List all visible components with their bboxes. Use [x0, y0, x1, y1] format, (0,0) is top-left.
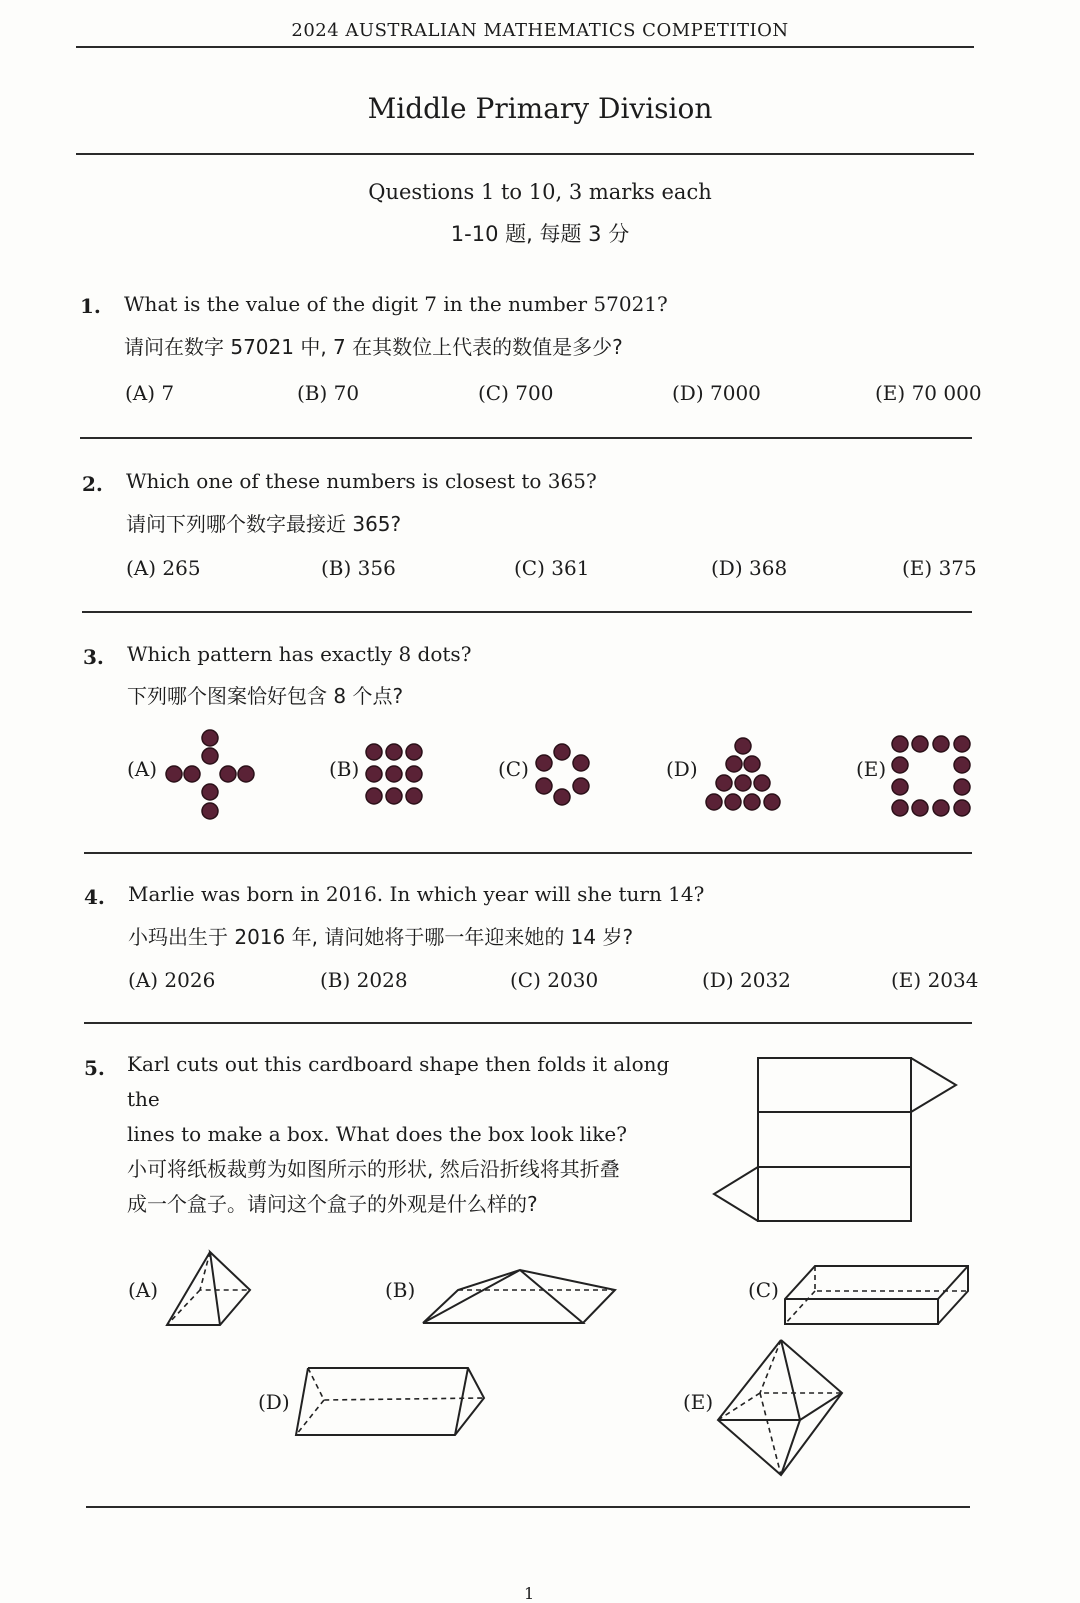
option-a[interactable]: (A): [128, 1278, 159, 1302]
competition-header: 2024 AUSTRALIAN MATHEMATICS COMPETITION: [291, 20, 789, 41]
option-a[interactable]: (A): [127, 757, 158, 781]
question-number: 1.: [80, 294, 101, 318]
question-text: Marlie was born in 2016. In which year will she turn 14?: [128, 882, 705, 906]
question-text: Which pattern has exactly 8 dots?: [127, 642, 472, 666]
question-text: Which one of these numbers is closest to 365?: [126, 469, 597, 493]
option-b[interactable]: (B) 70: [297, 381, 360, 405]
question-text-cn: 请问下列哪个数字最接近 365?: [126, 512, 402, 536]
question-number: 4.: [84, 885, 105, 909]
option-e[interactable]: (E): [856, 757, 887, 781]
option-c[interactable]: (C): [498, 757, 529, 781]
question-text: What is the value of the digit 7 in the number 57021?: [124, 292, 668, 316]
option-b[interactable]: (B): [385, 1278, 416, 1302]
option-d[interactable]: (D) 368: [711, 556, 788, 580]
option-c[interactable]: (C) 700: [478, 381, 554, 405]
question-number: 2.: [82, 472, 103, 496]
option-e[interactable]: (E) 375: [902, 556, 977, 580]
section-heading-cn: 1-10 题, 每题 3 分: [450, 222, 630, 246]
option-c[interactable]: (C) 361: [514, 556, 590, 580]
shape-edge: [781, 1340, 800, 1420]
question-text-cn-line: 小可将纸板裁剪为如图所示的形状, 然后沿折线将其折叠: [127, 1157, 620, 1181]
option-b[interactable]: (B) 2028: [320, 968, 408, 992]
question-text-line: lines to make a box. What does the box look like?: [127, 1122, 627, 1146]
option-c[interactable]: (C) 2030: [510, 968, 599, 992]
shape-hidden-edge: [760, 1340, 781, 1393]
option-d[interactable]: (D): [666, 757, 698, 781]
section-heading: Questions 1 to 10, 3 marks each: [368, 180, 712, 204]
question-number: 3.: [83, 645, 104, 669]
option-e[interactable]: (E) 70 000: [875, 381, 982, 405]
shape-edge: [800, 1393, 842, 1420]
option-e[interactable]: (E): [683, 1390, 714, 1414]
option-e[interactable]: (E) 2034: [891, 968, 979, 992]
question-text-line: Karl cuts out this cardboard shape then folds it along the: [127, 1052, 670, 1111]
option-b[interactable]: (B): [329, 757, 360, 781]
option-a[interactable]: (A) 265: [126, 556, 201, 580]
shape-edge: [781, 1420, 800, 1475]
shape-hidden-edge: [760, 1393, 781, 1475]
option-d[interactable]: (D): [258, 1390, 290, 1414]
option-b[interactable]: (B) 356: [321, 556, 396, 580]
question-text-cn: 小玛出生于 2016 年, 请问她将于哪一年迎来她的 14 岁?: [128, 925, 634, 949]
option-a[interactable]: (A) 2026: [128, 968, 216, 992]
option-d[interactable]: (D) 2032: [702, 968, 791, 992]
page-title: Middle Primary Division: [367, 92, 713, 125]
question-divider: [86, 1506, 970, 1508]
option-c[interactable]: (C): [748, 1278, 779, 1302]
page-number: 1: [524, 1584, 535, 1603]
question-text-cn: 请问在数字 57021 中, 7 在其数位上代表的数值是多少?: [124, 335, 623, 359]
question-text-cn-line: 成一个盒子。请问这个盒子的外观是什么样的?: [127, 1192, 538, 1216]
option-a[interactable]: (A) 7: [125, 381, 175, 405]
option-d[interactable]: (D) 7000: [672, 381, 761, 405]
question-number: 5.: [84, 1056, 105, 1080]
question-text-cn: 下列哪个图案恰好包含 8 个点?: [127, 684, 404, 708]
